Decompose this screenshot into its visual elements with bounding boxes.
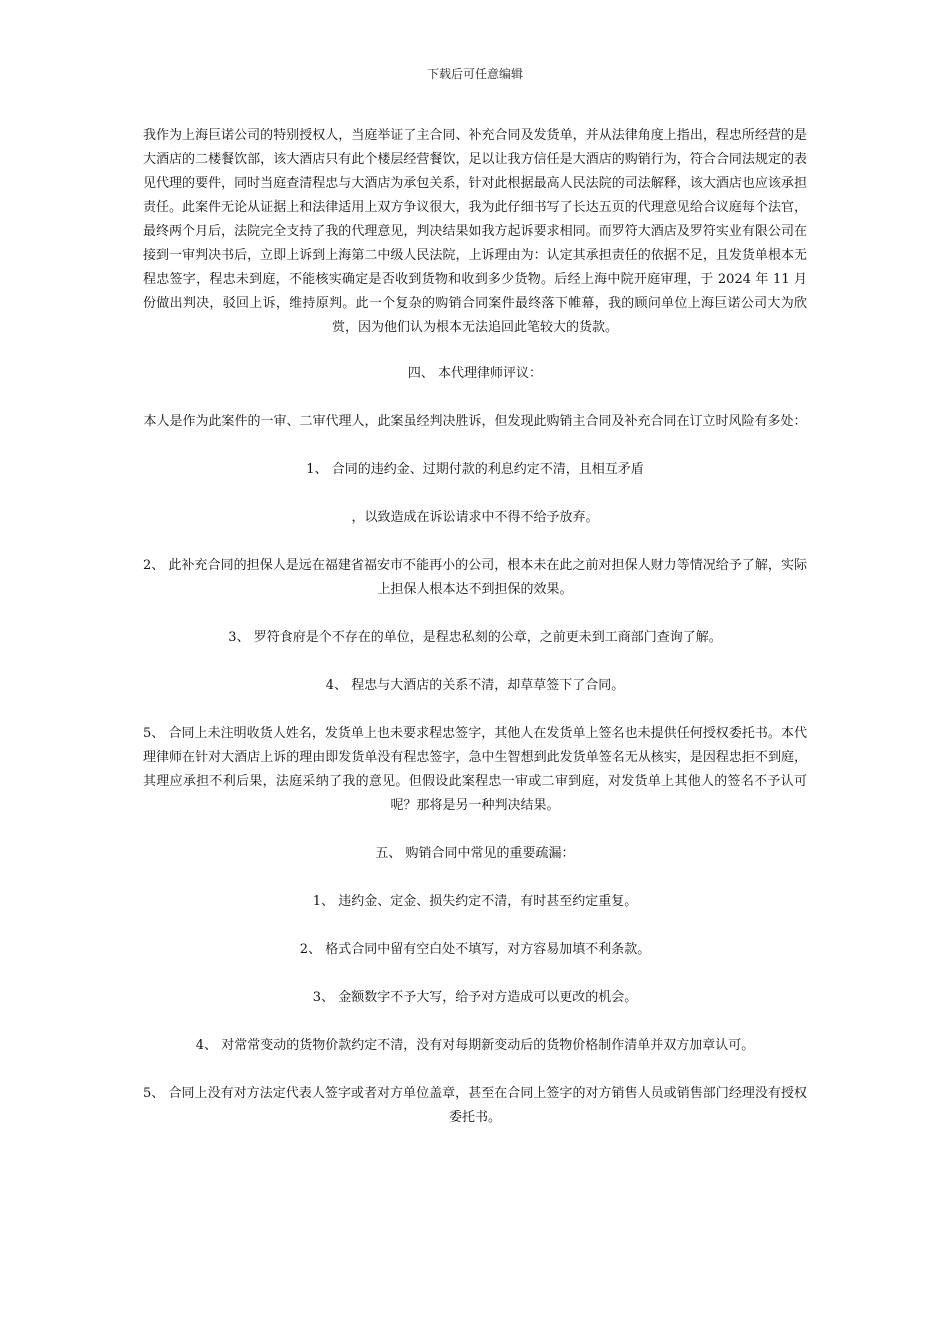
risk-item-4: 4、 程忠与大酒店的关系不清，却草草签下了合同。 (325, 678, 625, 693)
omission-item-3: 3、 金额数字不予大写，给予对方造成可以更改的机会。 (312, 990, 638, 1005)
risk-item-1: 1、 合同的违约金、过期付款的利息约定不清，且相互矛盾 (306, 462, 644, 477)
review-intro-paragraph: 本人是作为此案件的一审、二审代理人，此案虽经判决胜诉，但发现此购销主合同及补充合同在订立时风险有多处： (143, 414, 807, 429)
risk-item-2: 2、 此补充合同的担保人是远在福建省福安市不能再小的公司，根本未在此之前对担保人财力等情况给予了解，实际上担保人根本达不到担保的效果。 (143, 558, 807, 597)
omission-item-4: 4、 对常常变动的货物价款约定不清，没有对每期新变动后的货物价格制作清单并双方加章认可。 (195, 1038, 755, 1053)
omission-item-1: 1、 违约金、定金、损失约定不清，有时甚至约定重复。 (312, 894, 638, 909)
risk-item-5: 5、 合同上未注明收货人姓名，发货单上也未要求程忠签字，其他人在发货单上签名也未提供任何授权委托书。本代理律师在针对大酒店上诉的理由即发货单没有程忠签字，急中生智想到此发货单签名无从核实，是因程忠拒不到庭，其理应承担不利后果，法庭采纳了我的意见。但假设此案程忠一审或二审到庭，对发货单上其他人的签名不予认可呢？那将是另一种判决结果。 (143, 726, 807, 813)
page-header: 下载后可任意编辑 (426, 67, 523, 81)
section-heading-lawyer-review: 四、 本代理律师评议： (407, 366, 543, 381)
document-body (143, 124, 807, 1154)
case-narrative-paragraph: 我作为上海巨诺公司的特别授权人，当庭举证了主合同、补充合同及发货单，并从法律角度上指出，程忠所经营的是大酒店的二楼餐饮部，该大酒店只有此个楼层经营餐饮，足以让我方信任是大酒店的购销行为，符合合同法规定的表见代理的要件，同时当庭查清程忠与大酒店为承包关系，针对此根据最高人民法院的司法解释，该大酒店也应该承担责任。此案件无论从证据上和法律适用上双方争议很大，我为此仔细书写了长达五页的代理意见给合议庭每个法官，最终两个月后，法院完全支持了我的代理意见，判决结果如我方起诉要求相同。而罗符大酒店及罗符实业有限公司在接到一审判决书后，立即上诉到上海第二中级人民法院，上诉理由为：认定其承担责任的依据不足，且发货单根本无程忠签字，程忠未到庭，不能核实确定是否收到货物和收到多少货物。后经上海中院开庭审理，于 2024 年 11 月份做出判决，驳回上诉，维持原判。此一个复杂的购销合同案件最终落下帷幕，我的顾问单位上海巨诺公司大为欣赏，因为他们认为根本无法追回此笔较大的货款。 (143, 128, 807, 335)
omission-item-2: 2、 格式合同中留有空白处不填写，对方容易加填不利条款。 (299, 942, 651, 957)
omission-item-5: 5、 合同上没有对方法定代表人签字或者对方单位盖章，甚至在合同上签字的对方销售人员或销售部门经理没有授权委托书。 (143, 1086, 807, 1125)
section-heading-common-omissions: 五、 购销合同中常见的重要疏漏： (375, 846, 575, 861)
risk-item-3: 3、 罗符食府是个不存在的单位，是程忠私刻的公章，之前更未到工商部门查询了解。 (228, 630, 722, 645)
risk-item-1-continuation: ，以致造成在诉讼请求中不得不给予放弃。 (351, 510, 599, 525)
